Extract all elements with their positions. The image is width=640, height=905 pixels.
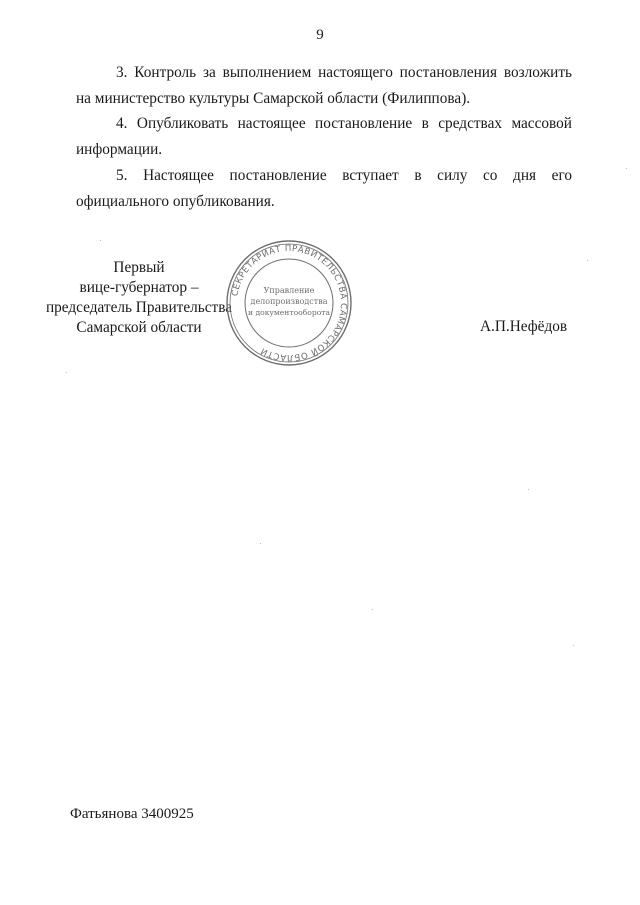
stamp-center-line: Управление: [263, 286, 315, 295]
scan-speck: [100, 240, 101, 241]
paragraph-item-5: 5. Настоящее постановление вступает в силу со дня его официального опубликования.: [76, 167, 572, 210]
executor-contact: Фатьянова 3400925: [70, 806, 194, 822]
signatory-title-line: председатель Правительства: [45, 299, 233, 316]
official-stamp: [224, 238, 354, 368]
stamp-ring-text: СЕКРЕТАРИАТ ПРАВИТЕЛЬСТВА САМАРСКОЙ ОБЛАСТИ: [230, 243, 349, 363]
scan-speck: [587, 260, 588, 261]
signatory-title-line: Первый: [113, 259, 165, 276]
signatory-title-line: вице-губернатор –: [79, 279, 199, 296]
scan-speck: [66, 372, 67, 373]
page-number: 9: [316, 27, 324, 43]
scan-speck: [626, 168, 627, 169]
signatory-title-line: Самарской области: [76, 319, 202, 336]
paragraph-item-3: 3. Контроль за выполнением настоящего постановления возложить на министерство культуры Самарской области (Филиппова).: [76, 64, 572, 107]
scan-speck: [573, 645, 574, 646]
signatory-name: А.П.Нефёдов: [480, 318, 568, 335]
scan-speck: [372, 609, 373, 610]
paragraph-item-4: 4. Опубликовать настоящее постановление в средствах массовой информации.: [76, 115, 572, 158]
stamp-center-line: и документооборота: [247, 308, 331, 317]
scan-speck: [260, 543, 261, 544]
signatory-title: [44, 258, 234, 338]
stamp-center-line: делопроизводства: [250, 297, 328, 306]
scan-speck: [528, 489, 529, 490]
